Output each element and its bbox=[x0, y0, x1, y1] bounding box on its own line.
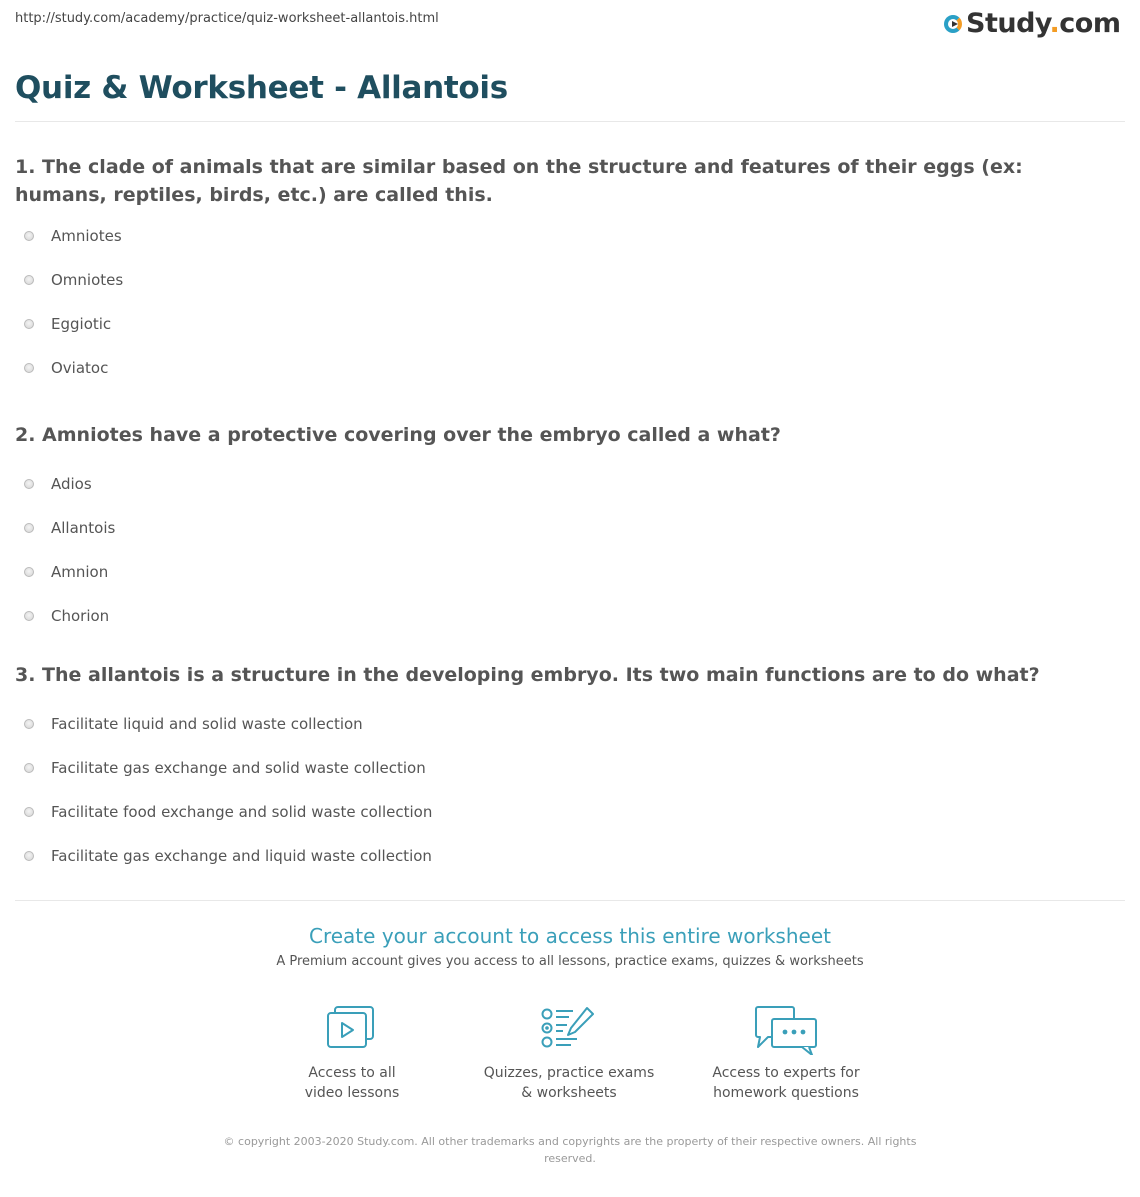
study-logo[interactable] bbox=[944, 8, 1121, 39]
page-url: http://study.com/academy/practice/quiz-worksheet-allantois.html bbox=[15, 11, 439, 26]
radio-button[interactable] bbox=[24, 807, 34, 817]
feature-label: Access to all video lessons bbox=[304, 1065, 400, 1101]
radio-button[interactable] bbox=[24, 275, 34, 285]
radio-button[interactable] bbox=[24, 363, 34, 373]
answer-option[interactable]: Allantois bbox=[15, 506, 1115, 550]
feature-video-lessons bbox=[252, 1005, 452, 1103]
answer-option[interactable]: Facilitate gas exchange and liquid waste collection bbox=[15, 834, 1115, 878]
cta-title[interactable]: Create your account to access this entire worksheet bbox=[309, 924, 831, 948]
radio-button[interactable] bbox=[24, 719, 34, 729]
answer-option[interactable]: Omniotes bbox=[15, 258, 1115, 302]
radio-button[interactable] bbox=[24, 319, 34, 329]
divider bbox=[15, 121, 1125, 122]
video-lessons-icon bbox=[326, 1005, 378, 1051]
question-text: 3. The allantois is a structure in the developing embryo. Its two main functions are to do what? bbox=[15, 664, 1040, 686]
answer-option[interactable]: Eggiotic bbox=[15, 302, 1115, 346]
play-circle-icon bbox=[944, 15, 962, 33]
question-text: 2. Amniotes have a protective covering over the embryo called a what? bbox=[15, 424, 781, 446]
chat-bubbles-icon bbox=[754, 1005, 818, 1055]
answer-option[interactable]: Amnion bbox=[15, 550, 1115, 594]
question-text: 1. The clade of animals that are similar based on the structure and features of their eggs (ex: humans, reptiles, birds, etc.) are called this. bbox=[15, 156, 1023, 206]
question-2 bbox=[15, 421, 1115, 638]
radio-button[interactable] bbox=[24, 523, 34, 533]
radio-button[interactable] bbox=[24, 763, 34, 773]
radio-button[interactable] bbox=[24, 479, 34, 489]
divider bbox=[15, 900, 1125, 901]
question-3 bbox=[15, 661, 1115, 878]
radio-button[interactable] bbox=[24, 851, 34, 861]
answer-option[interactable]: Facilitate food exchange and solid waste collection bbox=[15, 790, 1115, 834]
logo-text: Study.com bbox=[966, 8, 1121, 39]
answer-option[interactable]: Amniotes bbox=[15, 214, 1115, 258]
quiz-checklist-icon bbox=[541, 1005, 597, 1051]
answer-option[interactable]: Facilitate liquid and solid waste collection bbox=[15, 702, 1115, 746]
copyright-text: © copyright 2003-2020 Study.com. All other trademarks and copyrights are the property of their respective owners. All rights reserved. bbox=[223, 1135, 917, 1165]
question-1 bbox=[15, 153, 1115, 390]
radio-button[interactable] bbox=[24, 567, 34, 577]
radio-button[interactable] bbox=[24, 611, 34, 621]
feature-label: Quizzes, practice exams & worksheets bbox=[483, 1065, 655, 1101]
cta-subtitle: A Premium account gives you access to all lessons, practice exams, quizzes & worksheets bbox=[276, 954, 864, 969]
page-title: Quiz & Worksheet - Allantois bbox=[15, 70, 508, 106]
feature-experts bbox=[686, 1005, 886, 1103]
feature-label: Access to experts for homework questions bbox=[712, 1065, 860, 1101]
radio-button[interactable] bbox=[24, 231, 34, 241]
answer-option[interactable]: Chorion bbox=[15, 594, 1115, 638]
answer-option[interactable]: Facilitate gas exchange and solid waste collection bbox=[15, 746, 1115, 790]
answer-option[interactable]: Oviatoc bbox=[15, 346, 1115, 390]
signup-prompt bbox=[0, 924, 1140, 969]
answer-option[interactable]: Adios bbox=[15, 462, 1115, 506]
feature-quizzes bbox=[469, 1005, 669, 1103]
